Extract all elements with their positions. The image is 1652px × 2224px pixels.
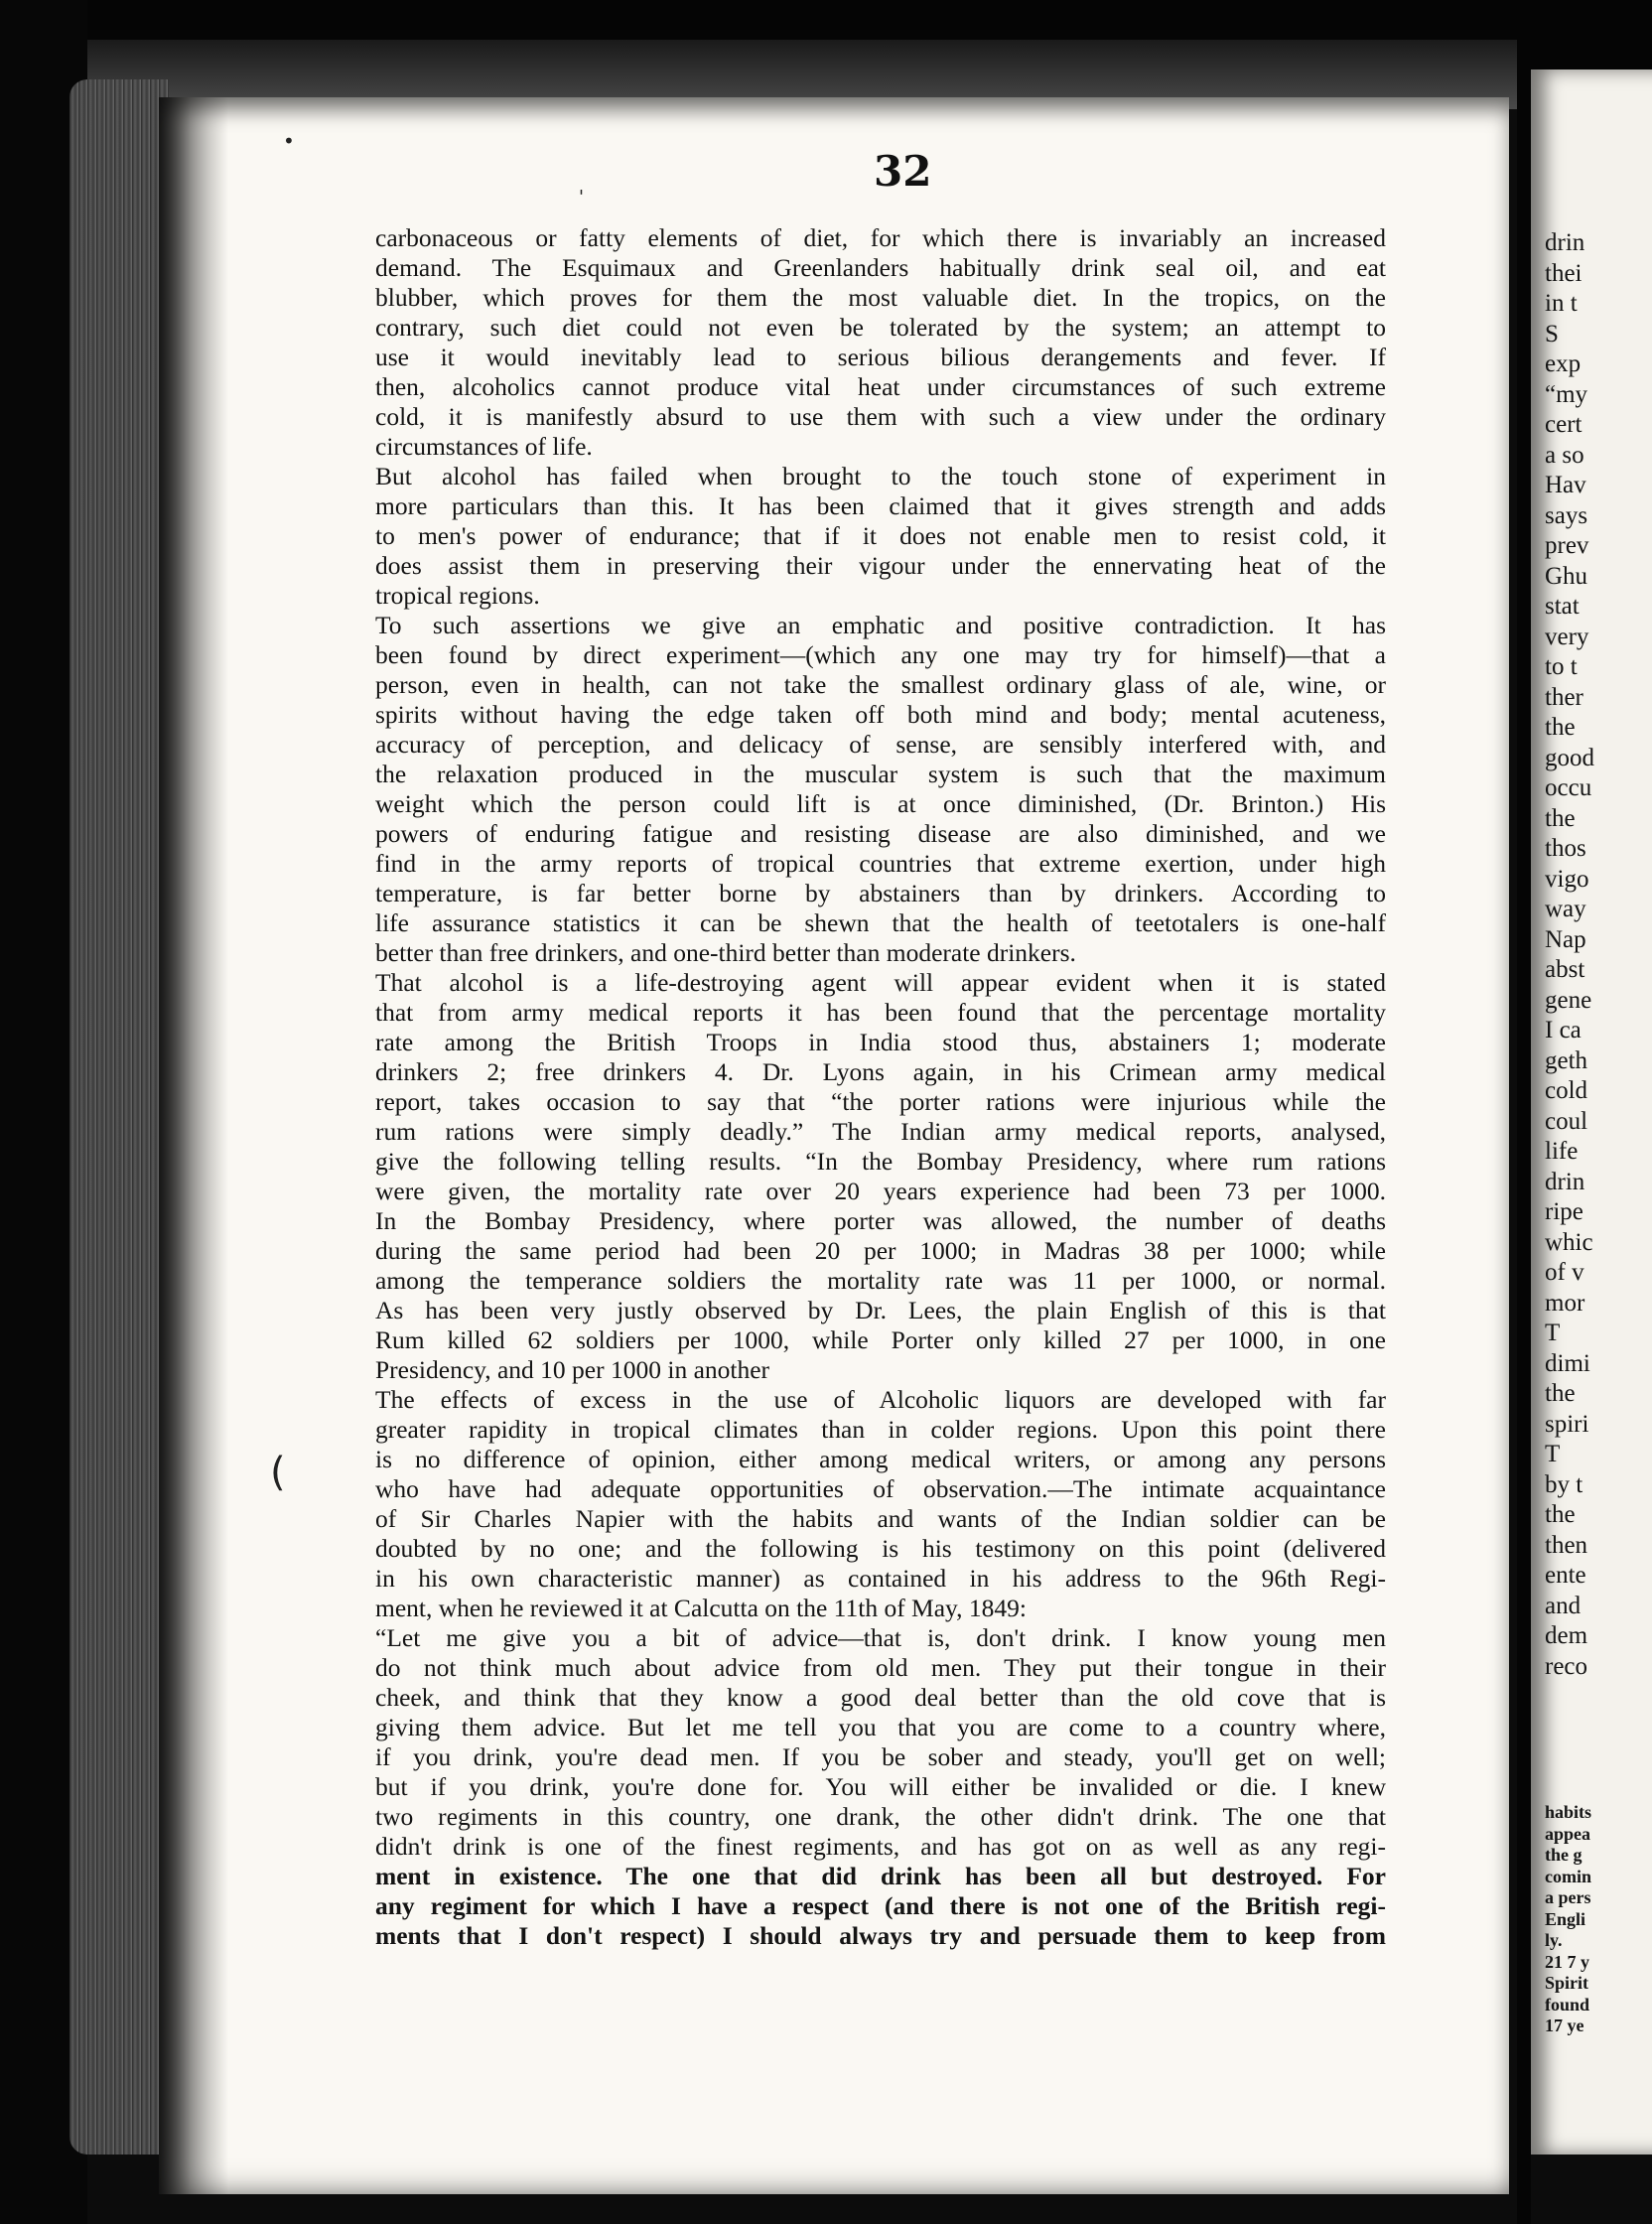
text-line: temperature, is far better borne by abstainers than by drinkers. According to [375,879,1386,907]
next-page-footnotes [1531,1802,1652,2037]
text-line: give the following telling results. “In the Bombay Presidency, where rum rations [375,1147,1386,1176]
text-line: were given, the mortality rate over 20 years experience had been 73 per 1000. [375,1177,1386,1205]
next-page-line: ther [1545,683,1583,711]
next-page-footnote-line: appea [1545,1823,1591,1844]
next-page-line: drin [1545,1168,1585,1195]
text-line: The effects of excess in the use of Alcoholic liquors are developed with far [375,1385,1386,1414]
next-page-line: occu [1545,774,1592,801]
next-page-line: Ghu [1545,562,1588,590]
next-page-line: good [1545,744,1594,771]
text-line: is no difference of opinion, either among medical writers, or among any persons [375,1445,1386,1473]
text-line: doubted by no one; and the following is his testimony on this point (delivered [375,1534,1386,1563]
next-page-line: then [1545,1531,1588,1559]
next-page-line: and [1545,1592,1582,1619]
text-line: Presidency, and 10 per 1000 in another [375,1355,770,1384]
page-gap [1517,70,1531,2224]
next-page-line: the [1545,1501,1576,1528]
next-page-line: the [1545,1380,1576,1407]
next-page-line: geth [1545,1046,1588,1074]
body-text [375,223,1386,1951]
next-page-line: life [1545,1138,1579,1165]
next-page-line: way [1545,896,1586,922]
text-line: cold, it is manifestly absurd to use them with such a view under the ordinary [375,402,1386,431]
next-page-footnote-line: 17 ye [1545,2016,1584,2035]
next-page-footnote-line: Engli [1545,1908,1586,1929]
text-line: report, takes occasion to say that “the porter rations were injurious while the [375,1087,1386,1116]
next-page-line: dimi [1545,1349,1590,1377]
text-line: in his own characteristic manner) as contained in his address to the 96th Regi- [375,1564,1386,1593]
next-page-line: by t [1545,1470,1583,1498]
next-page-footnote-line: the g [1545,1845,1583,1865]
text-line: that from army medical reports it has been found that the percentage mortality [375,998,1386,1027]
text-line: use it would inevitably lead to serious bilious derangements and fever. If [375,343,1386,371]
text-line: tropical regions. [375,581,540,610]
next-page-footnote-line: a pers [1545,1887,1591,1907]
text-line: greater rapidity in tropical climates than in colder regions. Upon this point there [375,1415,1386,1444]
next-page-text [1531,228,1652,1682]
text-line: ments that I don't respect) I should always try and persuade them to keep from [375,1921,1386,1950]
text-line: two regiments in this country, one drank, the other didn't drink. The one that [375,1802,1386,1831]
next-page-line: Nap [1545,925,1586,953]
next-page-line: ripe [1545,1198,1583,1225]
text-line: Rum killed 62 soldiers per 1000, while Porter only killed 27 per 1000, in one [375,1325,1386,1354]
next-page-line: T [1545,1441,1561,1467]
next-page-line: very [1545,623,1589,650]
next-page-line: cold [1545,1077,1588,1104]
next-page-footnote-line: comin [1545,1866,1591,1886]
next-page-line: dem [1545,1622,1588,1649]
text-line: any regiment for which I have a respect (and there is not one of the British regi- [375,1891,1386,1920]
text-line: As has been very justly observed by Dr. Lees, the plain English of this is that [375,1296,1386,1324]
text-line: more particulars than this. It has been claimed that it gives strength and adds [375,491,1386,520]
next-page-footnote-line: found [1545,1994,1590,2015]
next-page-footnote-line: habits [1545,1802,1592,1822]
next-page-line: T [1545,1320,1561,1346]
text-line: powers of enduring fatigue and resisting disease are also diminished, and we [375,819,1386,848]
next-page-line: ente [1545,1562,1586,1589]
text-line: if you drink, you're dead men. If you be sober and steady, you'll get on well; [375,1742,1386,1771]
text-line: been found by direct experiment—(which any one may try for himself)—that a [375,640,1386,669]
text-line: find in the army reports of tropical countries that extreme exertion, under high [375,849,1386,878]
next-page-line: mor [1545,1289,1585,1317]
text-line: drinkers 2; free drinkers 4. Dr. Lyons again, in his Crimean army medical [375,1057,1386,1086]
text-line: better than free drinkers, and one-third better than moderate drinkers. [375,938,1076,967]
text-line: to men's power of endurance; that if it does not enable men to resist cold, it [375,521,1386,550]
margin-bracket: ( [270,1450,286,1495]
next-page-line: I ca [1545,1017,1582,1043]
text-line: weight which the person could lift is at once diminished, (Dr. Brinton.) His [375,789,1386,818]
next-page-line: vigo [1545,865,1589,893]
book-binding [69,79,169,2154]
text-line: To such assertions we give an emphatic and positive contradiction. It has [375,611,1386,639]
text-line: among the temperance soldiers the mortality rate was 11 per 1000, or normal. [375,1266,1386,1295]
next-page-line: stat [1545,593,1580,620]
next-page [1531,70,1652,2154]
text-line: but if you drink, you're done for. You will either be invalided or die. I knew [375,1772,1386,1801]
text-line: accuracy of perception, and delicacy of sense, are sensibly interfered with, and [375,730,1386,759]
next-page-footnote-line: 21 7 y [1545,1951,1589,1972]
next-page-line: S [1545,320,1559,348]
text-line: of Sir Charles Napier with the habits and wants of the Indian soldier can be [375,1504,1386,1533]
next-page-line: drin [1545,229,1585,256]
text-line: ment, when he reviewed it at Calcutta on the 11th of May, 1849: [375,1594,1027,1622]
margin-tick: ' [579,187,584,208]
text-line: blubber, which proves for them the most valuable diet. In the tropics, on the [375,283,1386,312]
next-page-line: “my [1545,380,1588,408]
next-page-line: exp [1545,350,1582,377]
text-line: do not think much about advice from old men. They put their tongue in their [375,1653,1386,1682]
margin-dot: • [283,129,295,153]
next-page-line: whic [1545,1228,1593,1256]
next-page-footnote-line: Spirit [1545,1973,1589,1993]
next-page-line: abst [1545,956,1585,983]
text-line: giving them advice. But let me tell you that you are come to a country where, [375,1713,1386,1741]
text-line: spirits without having the edge taken off both mind and body; mental acuteness, [375,700,1386,729]
next-page-line: thei [1545,259,1583,287]
text-line: cheek, and think that they know a good deal better than the old cove that is [375,1683,1386,1712]
text-line: “Let me give you a bit of advice—that is, don't drink. I know young men [375,1623,1386,1652]
next-page-line: a so [1545,441,1584,469]
text-line: rate among the British Troops in India stood thus, abstainers 1; moderate [375,1028,1386,1056]
next-page-line: the [1545,804,1576,832]
text-line: circumstances of life. [375,432,593,461]
text-line: during the same period had been 20 per 1000; in Madras 38 per 1000; while [375,1236,1386,1265]
next-page-line: reco [1545,1652,1588,1680]
next-page-line: of v [1545,1259,1584,1286]
next-page-line: thos [1545,835,1586,862]
next-page-line: to t [1545,653,1578,680]
text-line: person, even in health, can not take the smallest ordinary glass of ale, wine, or [375,670,1386,699]
gutter-shadow [159,97,228,2194]
next-page-line: says [1545,501,1588,529]
text-line: does assist them in preserving their vigour under the ennervating heat of the [375,551,1386,580]
next-page-footnote-line: ly. [1545,1930,1563,1950]
next-page-line: Hav [1545,472,1586,498]
text-line: the relaxation produced in the muscular system is such that the maximum [375,760,1386,788]
next-page-line: coul [1545,1107,1588,1135]
next-page-line: spiri [1545,1410,1589,1438]
next-page-line: cert [1545,411,1583,438]
text-line: carbonaceous or fatty elements of diet, for which there is invariably an increased [375,223,1386,252]
text-line: In the Bombay Presidency, where porter was allowed, the number of deaths [375,1206,1386,1235]
text-line: didn't drink is one of the finest regiments, and has got on as well as any regi- [375,1832,1386,1861]
page-number: 32 [874,147,932,196]
text-line: who have had adequate opportunities of observation.—The intimate acquaintance [375,1474,1386,1503]
text-line: demand. The Esquimaux and Greenlanders habitually drink seal oil, and eat [375,253,1386,282]
text-line: then, alcoholics cannot produce vital heat under circumstances of such extreme [375,372,1386,401]
next-page-line: gene [1545,986,1592,1014]
text-line: rum rations were simply deadly.” The Indian army medical reports, analysed, [375,1117,1386,1146]
text-line: life assurance statistics it can be shewn that the health of teetotalers is one-half [375,908,1386,937]
text-line: contrary, such diet could not even be tolerated by the system; an attempt to [375,313,1386,342]
text-line: But alcohol has failed when brought to the touch stone of experiment in [375,462,1386,490]
next-page-line: prev [1545,532,1589,559]
next-page-line: in t [1545,290,1578,317]
next-page-line: the [1545,714,1576,741]
text-line: ment in existence. The one that did drink has been all but destroyed. For [375,1862,1386,1890]
text-line: That alcohol is a life-destroying agent will appear evident when it is stated [375,968,1386,997]
